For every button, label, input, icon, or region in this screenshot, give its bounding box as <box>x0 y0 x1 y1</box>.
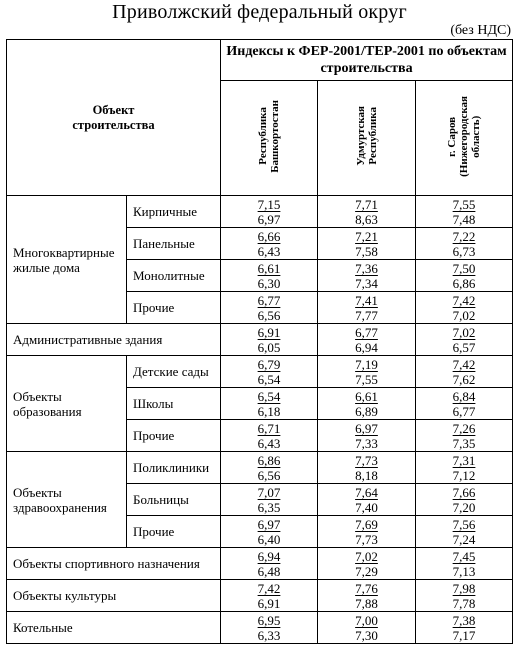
subtype-label: Монолитные <box>127 260 221 292</box>
object-label: Объекты культуры <box>7 580 221 612</box>
subtype-label: Школы <box>127 388 221 420</box>
object-label: Административные здания <box>7 324 221 356</box>
index-value-lower: 6,05 <box>257 339 281 355</box>
index-value-lower: 6,86 <box>452 275 476 291</box>
index-value-upper: 7,07 <box>257 484 281 500</box>
index-value-lower: 7,35 <box>452 435 476 451</box>
index-cell <box>318 580 416 612</box>
index-value-lower: 6,43 <box>257 435 281 451</box>
indices-header: Индексы к ФЕР-2001/ТЕР-2001 по объектам строительства <box>221 40 513 81</box>
index-value-lower: 6,97 <box>257 211 281 227</box>
subtype-label: Кирпичные <box>127 196 221 228</box>
subtype-label: Панельные <box>127 228 221 260</box>
object-header-label: Объект строительства <box>72 102 155 132</box>
index-value-upper: 7,36 <box>355 260 378 276</box>
index-value-lower: 6,35 <box>257 499 281 515</box>
index-cell <box>221 388 318 420</box>
index-cell <box>221 228 318 260</box>
index-value-upper: 7,38 <box>452 612 476 628</box>
index-cell <box>416 260 513 292</box>
index-cell <box>221 612 318 644</box>
index-cell <box>318 612 416 644</box>
index-cell <box>318 356 416 388</box>
index-value-lower: 7,02 <box>452 307 476 323</box>
object-header <box>7 40 221 196</box>
index-cell <box>416 420 513 452</box>
index-value-lower: 6,57 <box>452 339 476 355</box>
index-value-lower: 7,77 <box>355 307 378 323</box>
index-cell <box>416 324 513 356</box>
index-value-upper: 6,91 <box>257 324 281 340</box>
index-value-upper: 7,02 <box>355 548 378 564</box>
table-row <box>7 356 513 388</box>
index-cell <box>416 196 513 228</box>
index-cell <box>416 580 513 612</box>
index-value-upper: 7,45 <box>452 548 476 564</box>
index-value-lower: 8,18 <box>355 467 378 483</box>
index-value-upper: 7,15 <box>257 196 281 212</box>
index-value-upper: 7,66 <box>452 484 476 500</box>
table-row <box>7 580 513 612</box>
index-value-upper: 7,42 <box>452 356 476 372</box>
index-value-upper: 7,42 <box>257 580 281 596</box>
index-value-upper: 6,97 <box>257 516 281 532</box>
table-row <box>7 196 513 228</box>
table-row <box>7 452 513 484</box>
region-header-udmurtia <box>318 81 416 196</box>
index-value-upper: 7,69 <box>355 516 378 532</box>
page-title: Приволжский федеральный округ <box>112 1 407 23</box>
index-cell <box>416 356 513 388</box>
index-value-lower: 7,62 <box>452 371 476 387</box>
subtype-label: Прочие <box>127 292 221 324</box>
index-value-lower: 7,30 <box>355 627 378 643</box>
index-cell <box>221 420 318 452</box>
index-value-lower: 7,73 <box>355 531 378 547</box>
index-value-lower: 7,58 <box>355 243 378 259</box>
index-cell <box>416 388 513 420</box>
object-label: Котельные <box>7 612 221 644</box>
index-value-lower: 7,13 <box>452 563 476 579</box>
index-value-lower: 6,33 <box>257 627 281 643</box>
index-cell <box>221 516 318 548</box>
index-value-upper: 6,86 <box>257 452 281 468</box>
index-value-lower: 7,88 <box>355 595 378 611</box>
index-value-lower: 6,43 <box>257 243 281 259</box>
table-row <box>7 324 513 356</box>
index-value-upper: 7,71 <box>355 196 378 212</box>
index-value-lower: 7,40 <box>355 499 378 515</box>
indices-table <box>6 39 513 644</box>
index-value-upper: 7,50 <box>452 260 476 276</box>
group-label: Многоквартирные жилые дома <box>7 196 127 324</box>
index-value-upper: 6,54 <box>257 388 281 404</box>
index-cell <box>416 548 513 580</box>
index-value-upper: 7,19 <box>355 356 378 372</box>
index-value-lower: 6,18 <box>257 403 281 419</box>
index-cell <box>416 612 513 644</box>
index-cell <box>416 292 513 324</box>
subtype-label: Поликлиники <box>127 452 221 484</box>
index-cell <box>416 484 513 516</box>
index-cell <box>221 324 318 356</box>
index-cell <box>318 452 416 484</box>
subtype-label: Прочие <box>127 420 221 452</box>
index-value-lower: 6,48 <box>257 563 281 579</box>
index-value-lower: 7,17 <box>452 627 476 643</box>
index-cell <box>221 484 318 516</box>
region-label: Удмуртская Республика <box>354 106 379 166</box>
index-value-upper: 7,41 <box>355 292 378 308</box>
index-value-lower: 7,33 <box>355 435 378 451</box>
index-cell <box>318 324 416 356</box>
index-cell <box>221 292 318 324</box>
index-cell <box>318 292 416 324</box>
index-value-lower: 7,12 <box>452 467 476 483</box>
index-value-lower: 7,29 <box>355 563 378 579</box>
index-cell <box>221 548 318 580</box>
index-value-lower: 7,78 <box>452 595 476 611</box>
index-cell <box>221 356 318 388</box>
index-cell <box>318 196 416 228</box>
index-cell <box>318 388 416 420</box>
index-cell <box>416 228 513 260</box>
index-value-upper: 6,77 <box>355 324 378 340</box>
index-value-upper: 7,00 <box>355 612 378 628</box>
index-cell <box>221 260 318 292</box>
index-cell <box>318 484 416 516</box>
index-value-upper: 7,42 <box>452 292 476 308</box>
index-cell <box>416 516 513 548</box>
table-body <box>7 196 513 644</box>
index-value-lower: 6,54 <box>257 371 281 387</box>
index-value-lower: 7,24 <box>452 531 476 547</box>
region-label: г. Саров (Нижегородская область) <box>446 95 483 177</box>
subtype-label: Детские сады <box>127 356 221 388</box>
index-value-lower: 7,34 <box>355 275 378 291</box>
index-value-upper: 7,98 <box>452 580 476 596</box>
region-label: Республика Башкортостан <box>257 99 281 173</box>
index-value-upper: 6,66 <box>257 228 281 244</box>
index-value-upper: 7,21 <box>355 228 378 244</box>
index-value-lower: 6,91 <box>257 595 281 611</box>
index-cell <box>318 260 416 292</box>
index-value-upper: 6,71 <box>257 420 281 436</box>
group-label: Объекты образования <box>7 356 127 452</box>
index-value-lower: 8,63 <box>355 211 378 227</box>
index-cell <box>318 516 416 548</box>
subtype-label: Прочие <box>127 516 221 548</box>
group-label: Объекты здравоохранения <box>7 452 127 548</box>
index-value-upper: 7,56 <box>452 516 476 532</box>
index-value-upper: 7,02 <box>452 324 476 340</box>
index-value-upper: 6,77 <box>257 292 281 308</box>
index-value-lower: 6,56 <box>257 307 281 323</box>
index-value-upper: 6,95 <box>257 612 281 628</box>
index-cell <box>221 580 318 612</box>
index-value-upper: 7,26 <box>452 420 476 436</box>
subtype-label: Больницы <box>127 484 221 516</box>
index-value-upper: 7,22 <box>452 228 476 244</box>
index-value-lower: 6,77 <box>452 403 476 419</box>
index-value-upper: 6,84 <box>452 388 476 404</box>
region-header-sarov <box>416 81 513 196</box>
index-value-lower: 7,48 <box>452 211 476 227</box>
table-row <box>7 548 513 580</box>
index-cell <box>221 452 318 484</box>
index-value-lower: 7,55 <box>355 371 378 387</box>
index-value-upper: 6,61 <box>257 260 281 276</box>
index-cell <box>318 548 416 580</box>
index-value-lower: 6,94 <box>355 339 378 355</box>
index-value-lower: 7,20 <box>452 499 476 515</box>
index-value-upper: 6,97 <box>355 420 378 436</box>
index-cell <box>416 452 513 484</box>
object-label: Объекты спортивного назначения <box>7 548 221 580</box>
index-value-lower: 6,89 <box>355 403 378 419</box>
index-value-upper: 7,76 <box>355 580 378 596</box>
region-header-bashkortostan <box>221 81 318 196</box>
index-cell <box>318 228 416 260</box>
index-value-lower: 6,30 <box>257 275 281 291</box>
index-value-lower: 6,73 <box>452 243 476 259</box>
index-value-upper: 7,73 <box>355 452 378 468</box>
index-cell <box>221 196 318 228</box>
index-cell <box>318 420 416 452</box>
index-value-upper: 6,94 <box>257 548 281 564</box>
index-value-upper: 7,55 <box>452 196 476 212</box>
index-value-upper: 6,79 <box>257 356 281 372</box>
vat-note: (без НДС) <box>450 23 511 38</box>
index-value-upper: 7,31 <box>452 452 476 468</box>
index-value-lower: 6,56 <box>257 467 281 483</box>
index-value-upper: 6,61 <box>355 388 378 404</box>
index-value-upper: 7,64 <box>355 484 378 500</box>
index-value-lower: 6,40 <box>257 531 281 547</box>
table-row <box>7 612 513 644</box>
